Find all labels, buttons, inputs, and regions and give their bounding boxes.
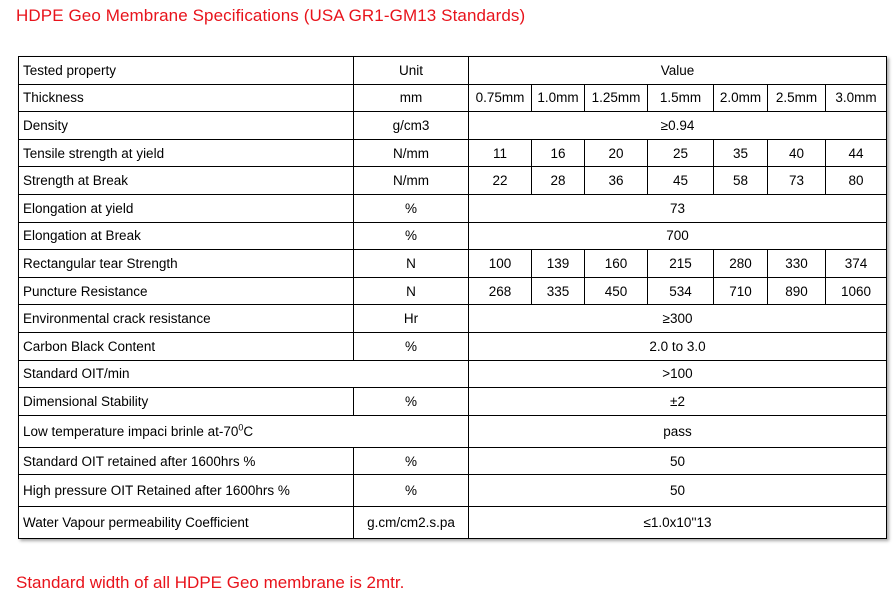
table-row	[19, 507, 887, 539]
value-cell: 20	[585, 139, 648, 167]
table-row	[19, 415, 887, 447]
table-row	[19, 447, 887, 475]
value-cell: 73	[768, 167, 826, 195]
property-cell: High pressure OIT Retained after 1600hrs %	[19, 475, 354, 507]
table-row	[19, 222, 887, 250]
table-row	[19, 277, 887, 305]
unit-cell: N/mm	[354, 139, 469, 167]
value-cell: 700	[469, 222, 887, 250]
property-cell: Dimensional Stability	[19, 388, 354, 416]
unit-cell: N	[354, 277, 469, 305]
value-cell: 534	[648, 277, 714, 305]
value-cell: 45	[648, 167, 714, 195]
table-row	[19, 139, 887, 167]
table-row	[19, 360, 887, 388]
value-cell: 16	[532, 139, 585, 167]
unit-cell: %	[354, 194, 469, 222]
unit-cell: %	[354, 475, 469, 507]
thickness-cell: 1.0mm	[532, 84, 585, 112]
property-cell	[19, 415, 469, 447]
value-cell: 22	[469, 167, 532, 195]
header-property: Tested property	[19, 57, 354, 85]
unit-cell: mm	[354, 84, 469, 112]
value-cell: 710	[714, 277, 768, 305]
value-cell: 25	[648, 139, 714, 167]
value-cell: 40	[768, 139, 826, 167]
header-row	[19, 57, 887, 85]
property-text: Low temperature impaci brinle at-70	[23, 423, 239, 439]
value-cell: 50	[469, 475, 887, 507]
thickness-cell: 1.25mm	[585, 84, 648, 112]
table-row	[19, 250, 887, 278]
value-cell: 36	[585, 167, 648, 195]
value-cell: >100	[469, 360, 887, 388]
value-cell: 330	[768, 250, 826, 278]
value-cell: ≥0.94	[469, 112, 887, 140]
value-cell: ≤1.0x10''13	[469, 507, 887, 539]
value-cell: 73	[469, 194, 887, 222]
unit-cell: %	[354, 222, 469, 250]
table-row	[19, 475, 887, 507]
value-cell: 890	[768, 277, 826, 305]
unit-cell: %	[354, 332, 469, 360]
unit-cell: g/cm3	[354, 112, 469, 140]
value-cell: 58	[714, 167, 768, 195]
property-cell: Puncture Resistance	[19, 277, 354, 305]
property-cell: Standard OIT/min	[19, 360, 469, 388]
value-cell: 1060	[826, 277, 887, 305]
value-cell: 11	[469, 139, 532, 167]
value-cell: 28	[532, 167, 585, 195]
value-cell: 139	[532, 250, 585, 278]
header-unit: Unit	[354, 57, 469, 85]
property-cell: Thickness	[19, 84, 354, 112]
table-row	[19, 112, 887, 140]
footer-note: Standard width of all HDPE Geo membrane is 2mtr.	[16, 573, 405, 592]
unit-cell: g.cm/cm2.s.pa	[354, 507, 469, 539]
value-cell: ±2	[469, 388, 887, 416]
value-cell: 374	[826, 250, 887, 278]
value-cell: 215	[648, 250, 714, 278]
property-cell: Water Vapour permeability Coefficient	[19, 507, 354, 539]
value-cell: pass	[469, 415, 887, 447]
property-cell: Rectangular tear Strength	[19, 250, 354, 278]
value-cell: 35	[714, 139, 768, 167]
property-cell: Tensile strength at yield	[19, 139, 354, 167]
property-cell: Elongation at Break	[19, 222, 354, 250]
value-cell: 50	[469, 447, 887, 475]
thickness-cell: 2.0mm	[714, 84, 768, 112]
value-cell: 44	[826, 139, 887, 167]
value-cell: ≥300	[469, 305, 887, 333]
property-cell: Strength at Break	[19, 167, 354, 195]
header-value: Value	[469, 57, 887, 85]
value-cell: 80	[826, 167, 887, 195]
table-row	[19, 305, 887, 333]
table-row	[19, 167, 887, 195]
value-cell: 2.0 to 3.0	[469, 332, 887, 360]
thickness-cell: 2.5mm	[768, 84, 826, 112]
page-title: HDPE Geo Membrane Specifications (USA GR1-GM13 Standards)	[16, 6, 526, 25]
value-cell: 280	[714, 250, 768, 278]
unit-cell: %	[354, 447, 469, 475]
unit-cell: %	[354, 388, 469, 416]
thickness-row	[19, 84, 887, 112]
property-cell: Density	[19, 112, 354, 140]
value-cell: 100	[469, 250, 532, 278]
property-unit-suffix: C	[243, 423, 254, 439]
value-cell: 450	[585, 277, 648, 305]
thickness-cell: 0.75mm	[469, 84, 532, 112]
table-row	[19, 332, 887, 360]
value-cell: 335	[532, 277, 585, 305]
unit-cell: N	[354, 250, 469, 278]
property-cell: Standard OIT retained after 1600hrs %	[19, 447, 354, 475]
value-cell: 268	[469, 277, 532, 305]
thickness-cell: 1.5mm	[648, 84, 714, 112]
property-cell: Environmental crack resistance	[19, 305, 354, 333]
table-row	[19, 194, 887, 222]
unit-cell: Hr	[354, 305, 469, 333]
thickness-cell: 3.0mm	[826, 84, 887, 112]
table-row	[19, 388, 887, 416]
unit-cell: N/mm	[354, 167, 469, 195]
degree-superscript: 0	[238, 422, 244, 433]
spec-table	[18, 56, 887, 539]
property-cell: Elongation at yield	[19, 194, 354, 222]
property-cell: Carbon Black Content	[19, 332, 354, 360]
value-cell: 160	[585, 250, 648, 278]
